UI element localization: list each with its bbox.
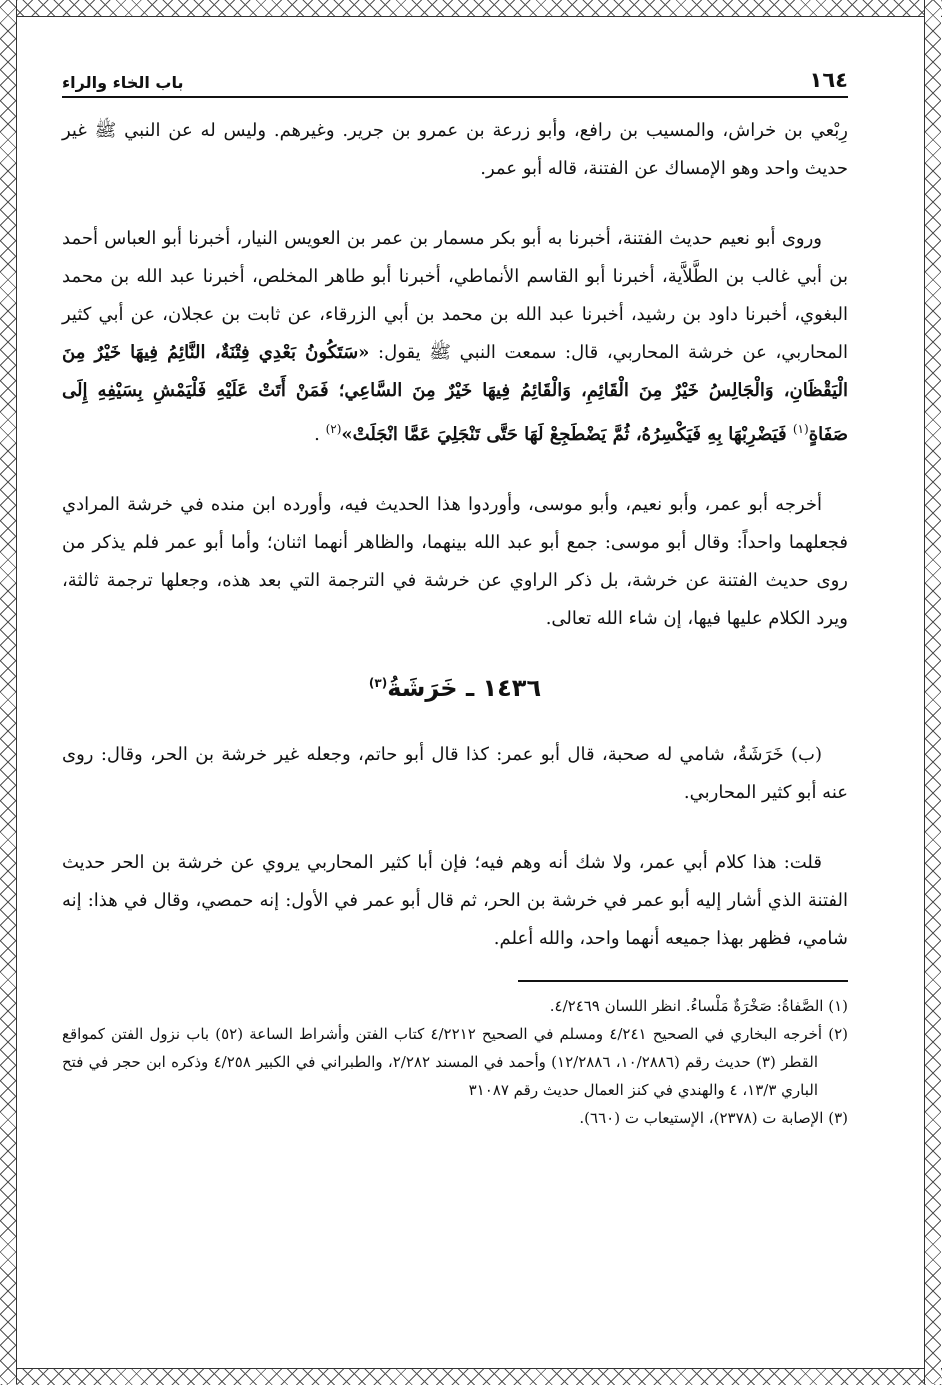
hadith-text-part-2: فَيَضْرِبْهَا بِهِ فَيَكْسِرُهُ، ثُمَّ يَضْطَجِعْ لَهَا حَتَّى تَنْجَلِيَ عَمَّا انْجَلَتْ» [341,424,793,445]
paragraph-3: أخرجه أبو عمر، وأبو نعيم، وأبو موسى، وأوردوا هذا الحديث فيه، وأورده ابن منده في خرشة المرادي فجعلهما واحداً: وقال أبو موسى: جمع أبو عبد الله بينهما، والظاهر أنهما اثنان؛ وأما أبو عمر فلم يذكر من روى حديث الفتنة عن خرشة، بل ذكر الراوي عن خرشة في الترجمة التي بعد هذه، وجعلها ترجمة ثالثة، ويرد الكلام عليها فيها، إن شاء الله تعالى. [62,494,848,629]
page-header [62,60,848,98]
footnote-2: (٢) أخرجه البخاري في الصحيح ٤/٢٤١ ومسلم في الصحيح ٤/٢٢١٢ كتاب الفتن وأشراط الساعة (٥٢) باب نزول الفتن كمواقع القطر (٣) حديث رقم (١٠/٢٨٨٦، ١٢/٢٨٨٦) وأحمد في المسند ٢/٢٨٢، والطبراني في الكبير ٤/٢٥٨ وذكره ابن حجر في فتح الباري ١٣/٣، ٤ والهندي في كنز العمال حديث رقم ٣١٠٨٧ [62,1025,848,1099]
paragraph-gap [62,812,848,844]
decorative-border-left [0,0,17,1384]
footnote-ref-3[interactable]: (٣) [368,676,388,690]
page-body [62,112,848,1132]
running-title: باب الخاء والراء [62,73,184,92]
paragraph-5: قلت: هذا كلام أبي عمر، ولا شك أنه وهم فيه؛ فإن أبا كثير المحاربي يروي عن خرشة بن الحر حديث الفتنة الذي أشار إليه أبو عمر في خرشة بن الحر، ثم قال أبو عمر في الأول: إنه حمصي، وقال في هذا: إنه شامي، فظهر بهذا جميعه أنهما واحد، والله أعلم. [62,852,848,949]
book-page [62,60,848,1360]
page-number: ١٦٤ [809,68,848,92]
footnote-ref-2[interactable]: (٢) [325,422,342,436]
decorative-border-bottom [0,1368,942,1385]
paragraph-gap [62,454,848,486]
decorative-border-top [0,0,942,17]
footnote-3: (٣) الإصابة ت (٢٣٧٨)، الإستيعاب ت (٦٦٠). [579,1109,848,1127]
footnotes [62,992,848,1132]
isnad-text: وروى أبو نعيم حديث الفتنة، أخبرنا به أبو بكر مسمار بن عمر بن العويس النيار، أخبرنا أبو العباس أحمد بن أبي غالب بن الطَّلاَّية، أخبرنا أبو القاسم الأنماطي، أخبرنا أبو طاهر المخلص، أخبرنا عبد الله بن محمد البغوي، أخبرنا داود بن رشيد، أخبرنا عبد الله بن محمد بن أبي الزرقاء، عن ثابت بن عجلان، عن أبي كثير المحاربي، عن خرشة المحاربي، قال: سمعت النبي ﷺ يقول: [62,228,848,363]
footnote-separator [518,980,848,982]
paragraph-1: رِبْعي بن خراش، والمسيب بن رافع، وأبو زرعة بن عمرو بن جرير. وغيرهم. وليس له عن النبي ﷺ غير حديث واحد وهو الإمساك عن الفتنة، قاله أبو عمر. [62,120,848,179]
hadith-text-part-1: «سَتَكُونُ بَعْدِي فِتْنَةٌ، النَّائِمُ فِيهَا خَيْرٌ مِنَ الْيَقْظَانِ، وَالْجَالِسُ خَيْرٌ مِنَ الْقَائِمِ، وَالْقَائِمُ فِيهَا خَيْرٌ مِنَ السَّاعِي؛ فَمَنْ أَتَتْ عَلَيْهِ فَلْيَمْشِ بِسَيْفِهِ إِلَى صَفَاةٍ [62,342,848,445]
paragraph-2 [62,220,848,454]
footnote-ref-1[interactable]: (١) [792,422,809,436]
paragraph-2-end: . [314,424,326,445]
paragraph-4: (ب) خَرَشَةُ، شامي له صحبة، قال أبو عمر: كذا قال أبو حاتم، وجعله غير خرشة بن الحر، وقال: روى عنه أبو كثير المحاربي. [62,744,848,803]
paragraph-gap [62,188,848,220]
entry-heading [62,674,848,702]
decorative-border-right [924,0,941,1384]
footnote-1: (١) الصَّفاةُ: صَخْرَةٌ مَلْساءُ. انظر اللسان ٤/٢٤٦٩. [549,997,848,1015]
entry-title-text: ١٤٣٦ ـ خَرَشَةُ [387,674,542,702]
